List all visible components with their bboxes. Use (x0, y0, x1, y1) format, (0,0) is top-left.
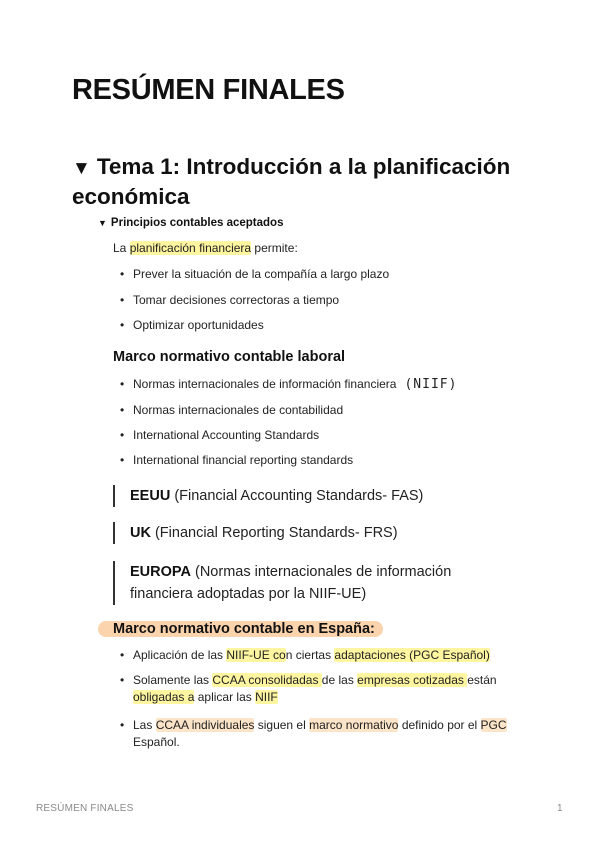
toggle-triangle-icon[interactable]: ▼ (98, 218, 107, 228)
list-item (120, 292, 340, 309)
highlight-niif: NIIF (255, 690, 278, 704)
section-heading-text: Tema 1: Introducción a la planificación económica (72, 154, 511, 209)
text-run: están (467, 673, 497, 687)
intro-paragraph (113, 241, 298, 255)
text-run: Las (133, 718, 156, 732)
bullet-dot-icon: • (120, 318, 125, 332)
text-run: Español. (133, 735, 180, 749)
text-run: de las (321, 673, 358, 687)
marco-espana-heading-text: Marco normativo contable en España: (98, 621, 383, 637)
intro-prefix: La (113, 241, 130, 255)
highlight-pgc: PGC (480, 718, 507, 732)
list-item (120, 452, 354, 469)
highlight-ccaa-consolidadas: CCAA consolidadas (212, 673, 322, 687)
marco-espana-heading (98, 621, 383, 637)
list-item-text: Optimizar oportunidades (133, 318, 264, 332)
bullet-dot-icon: • (120, 718, 125, 732)
text-run: Aplicación de las (133, 648, 227, 662)
list-item-text: International financial reporting standards (133, 453, 354, 467)
marco-laboral-heading: Marco normativo contable laboral (113, 349, 346, 365)
list-item (120, 717, 518, 751)
list-item-text: Prever la situación de la compañía a largo plazo (133, 267, 390, 281)
list-item (120, 647, 490, 664)
highlight-empresas-cotizadas: empresas cotizadas (357, 673, 468, 687)
subtoggle-label: Principios contables aceptados (110, 217, 284, 229)
list-item (120, 672, 518, 706)
highlight-niif-ue: NIIF-UE co (226, 648, 286, 662)
quote-europa (113, 561, 475, 605)
toggle-triangle-icon[interactable]: ▼ (72, 158, 91, 179)
bullet-dot-icon: • (120, 428, 125, 442)
bullet-dot-icon: • (120, 293, 125, 307)
list-item (120, 402, 344, 419)
intro-suffix: permite: (251, 241, 298, 255)
highlight-adaptaciones: adaptaciones (PGC Español) (334, 648, 490, 662)
bullet-dot-icon: • (120, 453, 125, 467)
quote-text: (Normas internacionales de información financiera adoptadas por la NIIF-UE) (130, 564, 452, 602)
bullet-dot-icon: • (120, 648, 125, 662)
text-run: Solamente las (133, 673, 213, 687)
quote-bold: UK (130, 525, 151, 541)
bullet-dot-icon: • (120, 673, 125, 687)
text-run: definido por el (398, 718, 481, 732)
list-item (120, 317, 264, 334)
text-run: n ciertas (285, 648, 335, 662)
page-title: RESÚMEN FINALES (72, 74, 345, 106)
footer-title: RESÚMEN FINALES (36, 803, 134, 814)
list-item-text: Tomar decisiones correctoras a tiempo (133, 293, 340, 307)
section-heading[interactable] (72, 153, 542, 211)
handwritten-note: (NIIF) (404, 377, 458, 392)
list-item-text: Normas internacionales de contabilidad (133, 403, 344, 417)
highlight-ccaa-individuales: CCAA individuales (155, 718, 255, 732)
quote-text: (Financial Reporting Standards- FRS) (150, 525, 398, 541)
quote-text: (Financial Accounting Standards- FAS) (170, 488, 424, 504)
text-run: siguen el (254, 718, 310, 732)
quote-bold: EUROPA (130, 564, 191, 580)
highlight-marco-normativo: marco normativo (309, 718, 399, 732)
list-item-text: International Accounting Standards (133, 428, 320, 442)
bullet-dot-icon: • (120, 267, 125, 281)
highlight-obligadas: obligadas a (133, 690, 195, 704)
list-item (120, 266, 390, 283)
quote-eeuu (113, 485, 423, 507)
list-item (120, 376, 458, 393)
subtoggle-principios[interactable] (98, 217, 283, 229)
highlight-planificacion: planificación financiera (129, 241, 252, 255)
footer-page-number: 1 (557, 803, 563, 814)
bullet-dot-icon: • (120, 377, 125, 391)
quote-bold: EEUU (130, 488, 171, 504)
text-run: aplicar las (194, 690, 256, 704)
quote-uk (113, 522, 398, 544)
list-item-text: Normas internacionales de información financiera (133, 377, 397, 391)
bullet-dot-icon: • (120, 403, 125, 417)
list-item (120, 427, 320, 444)
